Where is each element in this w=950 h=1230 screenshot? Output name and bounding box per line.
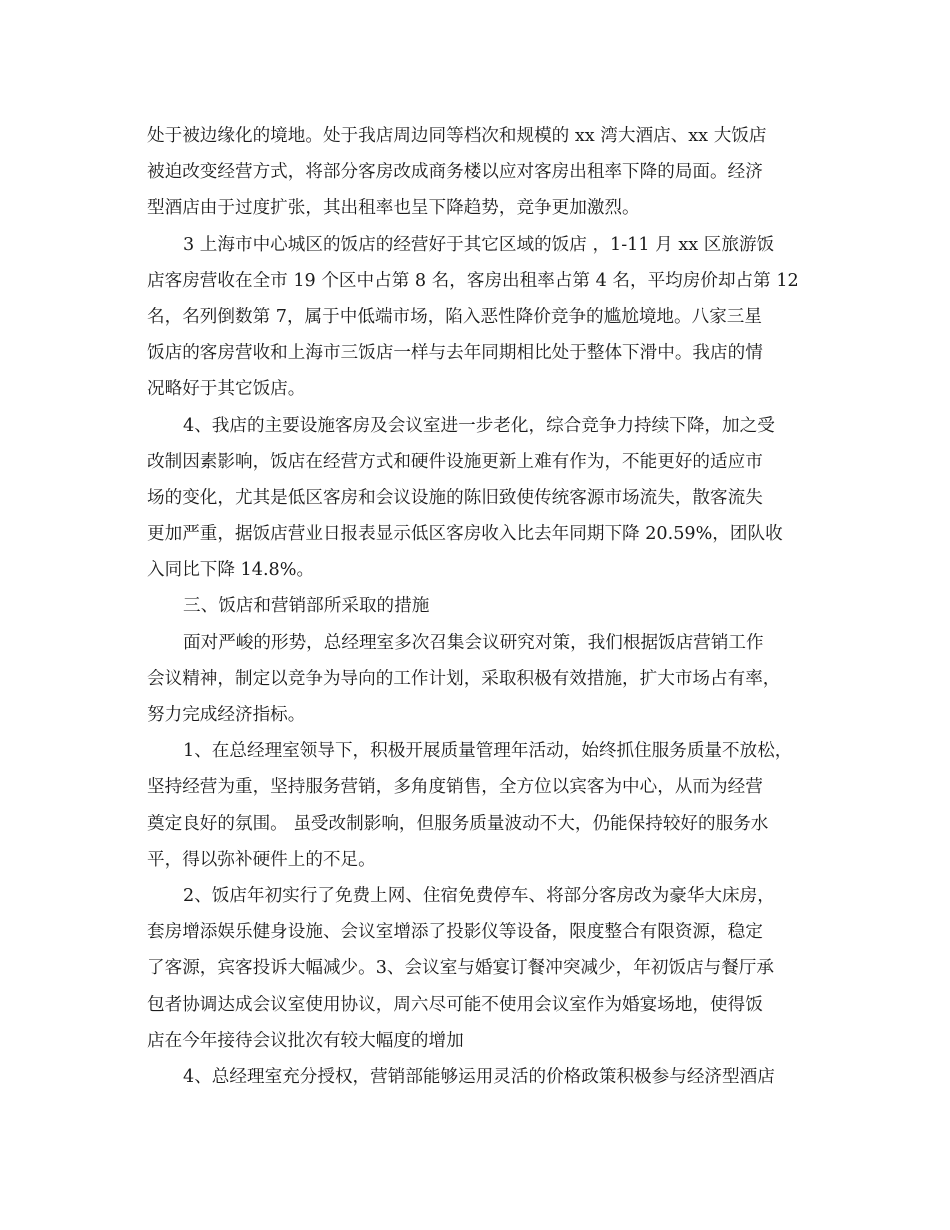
text-line: 奠定良好的氛围。 虽受改制影响，但服务质量波动不大，仍能保持较好的服务水 (147, 813, 769, 834)
text-line: 了客源，宾客投诉大幅减少。3、会议室与婚宴订餐冲突减少，年初饭店与餐厅承 (147, 958, 774, 979)
text-line: 况略好于其它饭店。 (147, 379, 306, 400)
text-line: 坚持经营为重，坚持服务营销，多角度销售，全方位以宾客为中心，从而为经营 (147, 777, 763, 798)
text-line: 饭店的客房营收和上海市三饭店一样与去年同期相比处于整体下滑中。我店的情 (147, 343, 763, 364)
text-line: 入同比下降 14.8%。 (147, 560, 315, 581)
text-line: 面对严峻的形势，总经理室多次召集会议研究对策，我们根据饭店营销工作 (183, 632, 764, 653)
text-line: 被迫改变经营方式，将部分客房改成商务楼以应对客房出租率下降的局面。经济 (147, 162, 763, 183)
text-line: 店客房营收在全市 19 个区中占第 8 名，客房出租率占第 4 名，平均房价却占第 12 (147, 270, 799, 291)
text-line: 处于被边缘化的境地。处于我店周边同等档次和规模的 xx 湾大酒店、xx 大饭店 (147, 126, 767, 146)
text-line: 4、总经理室充分授权，营销部能够运用灵活的价格政策积极参与经济型酒店 (183, 1066, 775, 1087)
text-line: 会议精神，制定以竞争为导向的工作计划，采取积极有效措施，扩大市场占有率， (147, 668, 781, 689)
text-line: 努力完成经济指标。 (147, 705, 306, 725)
text-line: 套房增添娱乐健身设施、会议室增添了投影仪等设备，限度整合有限资源，稳定 (147, 922, 763, 943)
text-line: 改制因素影响，饭店在经营方式和硬件设施更新上难有作为，不能更好的适应市 (147, 451, 763, 472)
text-line: 型酒店由于过度扩张，其出租率也呈下降趋势，竞争更加激烈。 (147, 198, 640, 219)
text-line: 场的变化，尤其是低区客房和会议设施的陈旧致使传统客源市场流失，散客流失 (147, 487, 763, 508)
text-line: 1、在总经理室领导下，积极开展质量管理年活动，始终抓住服务质量不放松， (183, 741, 793, 762)
text-line: 店在今年接待会议批次有较大幅度的增加 (147, 1030, 464, 1051)
text-line: 平，得以弥补硬件上的不足。 (147, 849, 376, 870)
text-line: 三、饭店和营销部所采取的措施 (183, 596, 430, 617)
text-line: 更加严重，据饭店营业日报表显示低区客房收入比去年同期下降 20.59%，团队收 (147, 524, 783, 545)
text-line: 2、饭店年初实行了免费上网、住宿免费停车、将部分客房改为豪华大床房， (183, 885, 775, 906)
text-line: 包者协调达成会议室使用协议，周六尽可能不使用会议室作为婚宴场地，使得饭 (147, 994, 763, 1015)
document-body (147, 118, 817, 1095)
text-line: 名，名列倒数第 7，属于中低端市场，陷入恶性降价竞争的尴尬境地。八家三星 (147, 306, 762, 327)
text-line: 3 上海市中心城区的饭店的经营好于其它区域的饭店 ，1-11 月 xx 区旅游饭 (183, 234, 775, 255)
text-line: 4、我店的主要设施客房及会议室进一步老化，综合竞争力持续下降，加之受 (183, 415, 775, 436)
